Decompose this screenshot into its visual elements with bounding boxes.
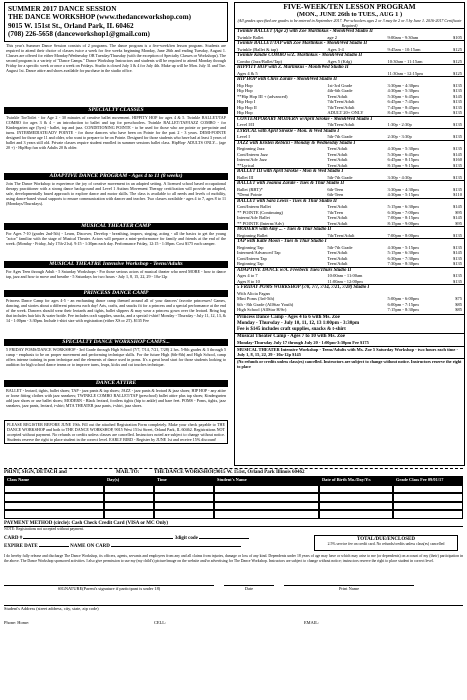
time-cell: 10:30am - 11:15am [387,58,423,64]
price-cell: $135 [453,99,462,105]
time-cell: 9:00am - 9:30am [387,34,419,40]
price-cell: $135 [453,122,462,128]
grade-cell: Teen/Adult [327,261,348,267]
class-name-cell: Beginning Jazz [237,146,265,152]
price-cell: $125 [453,58,462,64]
time-cell: 5:15pm - 6:30pm [387,204,419,210]
class-schedule-table [235,28,464,313]
form-entry-cell[interactable] [104,493,154,502]
class-name-cell: Level I [237,134,250,140]
form-entry-cell[interactable] [393,485,463,494]
price-cell: $135 [453,273,462,279]
program-title: FIVE-WEEK/TEN LESSON PROGRAM [283,2,416,11]
grade-cell: 7th/Teen [327,209,344,215]
flyer-page [4,2,463,696]
section-title-cell: Twinkle BALLET (Age 2) with Zoe Martinkus - Mon&Wed Studio II [235,29,464,35]
price-cell: $135 [453,278,462,284]
form-entry-cell[interactable] [4,493,104,502]
email-label[interactable]: EMAIL: [304,619,320,625]
intro-text: This year's Summer Dance Session consists of 2 programs. The dance program is a five-week/ten lesson program. Students are required to attend their choice of classes twice a week for five weeks beginning Monday, June 26th and ending Tuesday, August 1. Classes are offered for either Monday/Wednesday OR Tuesday/Thursday (with the exception of Specialty Classes or Workshops). The second program is a variety of "Dance Camps." Dance Workshop Instructors and students will be required to attend Monday through Friday for a specific week or once a week on Fridays. Studio is closed July 3 & 4 for July 4th. Make up will be Mon. July 31 and Tue. August 1st. Dance attire and shoes available for purchase in the studio office. [6,42,226,74]
studio-name: THE DANCE WORKSHOP (www.thedanceworkshop.com) [8,13,191,22]
class-name-cell: Hip Hop [237,82,253,88]
form-entry-cell[interactable] [4,502,104,511]
price-cell: $125 [453,46,462,52]
class-name-cell: Beginning Ballet [237,232,268,238]
time-cell: 7:30pm - 8:30pm [387,261,419,267]
time-cell: 7:00pm - 8:15pm [387,215,419,221]
class-name-cell: Level I/II [237,122,255,128]
form-entry-cell[interactable] [393,493,463,502]
grade-cell: Ages 5 (Kdg) [327,58,352,64]
grade-cell: 7th/Teen/Adult [327,104,355,110]
form-entry-cell[interactable] [4,510,104,519]
form-entry-cell[interactable] [319,485,393,494]
grade-cell [325,307,385,313]
form-column-header: Student's Name [214,476,319,485]
price-cell: $125 [453,70,462,76]
grade-cell: Teen/Adult [327,220,348,226]
class-name-cell: Interm/Adv Jazz [237,157,267,163]
princess-title: PRINCESS DANCE CAMP [4,290,228,297]
poms-text: 5 FRIDAY POMS/DANCE WORKSHOP - 3rd Grade through High School (7/7, 7/14, 7/21, 7/28) 2 hrs. 5-8th grades & 3 through 5 camp - emphasis to be on proper movement and performing technique skills. For the future High (6th-8th) and High School, camp offers intense training in pom technique and the elements of dance used in poms. It's a great head start for those students looking to audition for high school dance teams or to improve turns, leaps, kicks and cut touches technique. [6,346,226,367]
time-cell: 4:30pm - 5:15pm [387,192,419,198]
class-name-cell: High School (AllStar H/Sr) [237,307,287,313]
waiver-text: I do hereby fully release and discharge The Dance Workshop, its officers, agents, servants and employees from any and all claims from injuries, damage or loss of any kind. Dependents under 18 years of age may have or which may arise to me (or dependents) on account of my (their) participation in the above. The Dance Workshop sponsored activities. I also give permission to use my (my child's) picture/image on the website and/or advertising for The Dance Workshop. Instructors are subject to change without notice; instructors reserve the right to place student in correct level. [4,553,463,563]
time-cell: 8:45pm - 9:45pm [387,110,419,116]
price-cell: $95 [455,220,462,226]
musical-theater-text: For Ages 7-10 (grades 2nd-5th) - Learn, Discover, Develop - breathing, improv, singing, acting - all the basics to get the young "actor" familiar with the stage of Musical Theater. Actors will prepare a mini-performance for family and friends at the end of the week. (Monday - Friday, July 17th-21st). 9:15 - 1:30pm each day. Performance Friday, 12:15 - 1:30pm. Cost $175 each camper. [6,230,226,246]
section-title-cell: Twinkle BALLET/TAP with Zoe Martinkus - Mon&Wed Studio II [235,41,464,47]
class-name-cell: Ages 4 to 7 [237,273,258,279]
class-name-cell: Hip Hop II [237,104,257,110]
time-cell: 9:45am - 10:15am [387,46,421,52]
time-cell: 5:15pm - 6:30pm [387,250,419,256]
grade-cell: 7th/Teen/Adult [327,232,355,238]
form-entry-cell[interactable] [154,493,214,502]
grade-cell: Teen/Adult [327,255,348,261]
cvv-label: 3digit code [174,535,198,541]
price-cell: $85 [455,301,462,307]
price-cell: $135 [453,244,462,250]
grade-cell: ADULT 20+ ONLY [327,110,364,116]
section-title-cell: JAZZ with Kristen Rebicki - Monday & Wednesday Studio I [235,140,464,146]
attire-text: BALLET - leotard, tights, ballet shoes; TAP - jazz pants & tap shoes; JAZZ - jazz pants & leotard & jazz shoes; HIP HOP - any attire or loose fitting clothes with jazz sneakers; TWINKLE COMBO BALLET/TAP (preschool) ballet attire plus tap shoes; Kindergarten add jazz shoes or use ballet shoes; MODERN - Black leotard, footless tights (hip to ankle) and bare feet. POMS - Poms, tights, jazz sneakers, jazz pants, leotard, t-shirt; MTA THEATER jazz pants, t-shirt, jazz shoes. [6,387,226,408]
card-number-label: CARD # [4,535,23,541]
price-cell: $95 [455,209,462,215]
section-title-cell: BALLET III with April Sirokie - Mon & Wed Studio I [235,169,464,175]
cell-label[interactable]: CELL: [154,619,167,625]
price-cell: $135 [453,134,462,140]
class-name-cell: Hip Hop [237,88,253,94]
price-cell: $135 [453,162,462,168]
class-name-cell: Beginning Tap [237,244,264,250]
section-title-cell: CONTEMPORARY MODERN w/April Sirokie - Mon&Wed Studio I [235,116,464,122]
section-title-cell: MODERN with Amy ... - Tues & Thur Studio II [235,227,464,233]
princess-camp-line2: Monday - Thursday - July 10, 11, 12, 13 1:00pm - 3:30pm [237,320,360,326]
class-name-cell: Mini Poms (3rd-5th) [237,296,275,302]
section-title-cell: 5 FRIDAY POMS WORKSHOP (7/8, 7/7, 7/14, 7/21, 7/28) Studio I [235,285,464,291]
mail-to-label: MAIL TO: [116,470,140,475]
grade-cell: 5th-7th Grade [327,174,353,180]
form-entry-cell[interactable] [393,510,463,519]
class-name-cell: Cont/Interm Tap [237,255,267,261]
register-note: PLEASE REGISTER BEFORE JUNE 19th. Fill out the attached Registration Form completely. Make your check payable to THE DANCE WORKSHOP and both to THE DANCE WORKSHOP, 9015 West 151st Street, Orland Park, IL 60462. Registrations NOT accepted without payment. No refunds or credits unless classes are cancelled. Instructors noted are subject to change without notice. Students reserve the right to place student in the correct level. EARLY BIRD - Register by JUNE 1st and receive 15% discount! [4,420,228,444]
grade-cell: 6th-Teen [327,186,344,192]
time-cell: 6:30pm - 7:00pm [387,209,419,215]
specialty-text: Twinkle ToeTotlet - for Age 2 - 30 minutes of creative ballet movement. HIPPITY HOP for ages 4 & 5. Twinkle BALLET/TAP COMBO for ages 3 & 4 - an introduction to ballet and tap for preschoolers. Twinkle BALLET/TAP/JAZZ COMBO - for Kindergarten age (5yrs) - ballet, tap and jazz. CONDITIONING POINTE - to be used for those who are pointe or pre-pointe and turns. INTERMEDIATE/ADV POINTE - for those dancers who have been on Pointe for the past 2 - 3 years. DEMI-POINTE designed for those age 11 and older, who want to prepare to be on Pointe. Designed for those students who have had at least 3 years of ballet and 3 years still old. Private classes require student enrolled in summer sessions ballet class. HipHop- ADULTS ONLY... (age 20 +) - HipHop fun with Adults 20 & older. [6,114,227,151]
left-column [4,2,228,444]
time-cell: 5:00pm - 6:00pm [387,296,419,302]
signature-label[interactable]: SIGNATURE(Parent's signature if participant is under 18) [4,585,214,591]
poms-title: SPECIALTY DANCE WORKSHOP CAMPS... [4,339,228,346]
form-entry-cell[interactable] [319,502,393,511]
price-cell: $135 [453,261,462,267]
grade-cell: 7th/Teen/Adult [327,99,355,105]
price-cell: $135 [453,186,462,192]
form-column-header: Date of Birth Mo./Day/Yr. [319,476,393,485]
grade-cell: Ages 3-4 [327,46,344,52]
price-cell: $145 [453,93,462,99]
grade-cell: Teen/Adult [327,215,348,221]
expire-date-field[interactable] [39,546,69,547]
price-cell: $135 [453,110,462,116]
class-name-cell: Hip Hop [237,110,253,116]
price-cell: $145 [453,215,462,221]
session-title: SUMMER 2017 DANCE SESSION [8,5,117,13]
time-cell: 3:30pm - 4:30pm [387,186,419,192]
class-name-cell: With Alicia Fagan [237,290,270,296]
form-entry-cell[interactable] [214,485,319,494]
time-cell: 4:30pm - 5:15pm [387,244,419,250]
class-name-cell: **Lyrical [237,162,255,168]
price-cell: $135 [453,255,462,261]
price-cell: $145 [453,204,462,210]
form-entry-cell[interactable] [154,502,214,511]
form-column-header: Day(s) [104,476,154,485]
time-cell: 7:45pm - 8:45pm [387,104,419,110]
home-phone-label[interactable]: Phone: Home: [4,619,30,625]
grade-cell: 7th/Teen/Adult [327,122,355,128]
address-label[interactable]: Student's Address (street address, city, state, zip code) [4,605,463,611]
class-name-cell: **Hip Hop III + (advanced) [237,93,288,99]
intensive-title: MUSICAL THEATRE Intensive Workshop - Teens/Adults [4,261,228,268]
class-name-cell: Hip Hop I [237,99,256,105]
time-cell: 3:30p - 4:30p [387,174,412,180]
form-column-header: Class Name [4,476,104,485]
form-entry-cell[interactable] [319,493,393,502]
form-entry-cell[interactable] [214,510,319,519]
grade-cell: 11:00am - 12:00pm [327,278,363,284]
print-sign-detach: PRINT, SIGN, DETACH and [4,470,67,475]
time-cell: 7:15pm - 8:30pm [387,307,419,313]
section-title-cell: TAP with Katie Moon - Tues & Thur Studio I [235,239,464,245]
time-cell: 5:30pm - 6:45pm [387,93,419,99]
form-entry-cell[interactable] [104,502,154,511]
registration-form [4,468,463,625]
form-entry-cell[interactable] [104,510,154,519]
class-name-cell: Ages 4 & 5 [237,70,258,76]
time-cell: 6:00pm - 7:15pm [387,301,419,307]
cvv-field[interactable] [199,538,249,539]
payment-note: NOTE: Registrations not accepted without payment. [4,526,463,532]
grade-cell: 6th-Teen [327,192,344,198]
form-column-header: Time [154,476,214,485]
grade-cell: age 2 [327,34,337,40]
grade-cell: 1st-3rd Grade [327,82,353,88]
time-cell: 6:45pm - 8:15pm [387,157,419,163]
table-row [235,307,464,313]
grade-cell: 5th-7th Grade [327,244,353,250]
total-label: TOTAL/DUE/ENCLOSED [357,536,415,542]
studio-address: 9015 W. 151st St., Orland Park, IL 60462 [8,21,134,30]
price-cell: $135 [453,174,462,180]
section-title-cell: LYRICAL with April Sirokie - Mon. & Wed Studio I [235,128,464,134]
class-name-cell: ** POINTE (Continuing) [237,209,283,215]
name-on-card-field[interactable] [111,546,241,547]
payment-method[interactable]: PAYMENT METHOD (circle): Cash Check Credit Card (VISA or MC Only) [4,520,169,526]
class-entry-grid [4,476,463,519]
grade-cell: 5th-7th Grade [327,134,353,140]
princess-text: Princess Dance Camp for ages 4-5 - an enchanting dance camp themed around all of your dancers' favorite princesses! Games, dancing, and stories about a different princess each day! Arts, crafts, and snacks fit for a princess and a special performance at the end of the week. Dancers should wear their leotards and tights, ballet slippers & may wear a princess gown over the leotard. Bring bag that includes hair kits & water bottle. Fee includes craft supplies, snacks, and a special t-shirt! Monday - Thursday - July 11, 12, 13, & 14 - 1:00pm - 3:30pm. Include t-shirt size with registration (either XS or 2T). $135 Fee [6,297,226,323]
right-column [234,2,465,466]
class-name-cell: Combo (Jazz/Ballet/Tap) [237,58,283,64]
price-cell: $135 [453,232,462,238]
grade-cell: 10:00am - 11:00am [327,273,363,279]
class-name-cell: Cont/Interm Jazz [237,151,268,157]
form-entry-cell[interactable] [214,493,319,502]
class-name-cell: 6th - 8th Grade (AllStar Youth) [237,301,294,307]
time-cell: 6:45pm - 7:45pm [387,99,419,105]
grade-cell: Teen/Adult [327,146,348,152]
mail-address: THE DANCE WORKSHOP,9015 W. 151st, Orland Park Illinois 60462 [154,470,305,475]
adaptive-title: ADAPTIVE DANCE PROGRAM - Ages 4 to 11 (8 weeks) [4,173,228,180]
intensive-text: For Ages Teen through Adult - 5 Saturday Workshops - For those serious actors of musical theater who need MORE - how to dance tap, jazz and how to move and breathe - 5 Saturdays for two hours - July 1, 8, 15, 22, 29 - 10a-12p [6,268,226,279]
card-number-field[interactable] [23,538,173,539]
time-cell: 4:30pm - 5:30pm [387,146,419,152]
time-cell: 6:30pm - 7:30pm [387,255,419,261]
price-cell: $135 [453,88,462,94]
adaptive-text: Join The Dance Workshop to experience the joy of creative movement in an adapted setting. A licensed school based occupational therapy practitioner with a strong dance background and Level 1 Autism Movement Therapy certification will provide an adapted, safe, developmentally based approach to explore dance and motor skills. The class is available to all needs and levels of mobility, using dance-based visual supports to ensure communication with dancer and teacher. Two classes available - ages 4 to 7, ages 8 to 11 (Mondays/Thursdays). [6,180,226,206]
class-name-cell: Twinkle (Ballet & tap) [237,46,278,52]
class-name-cell: Cont/Interm Ballet [237,204,271,210]
class-name-cell: Ballet (RBT)* [237,186,263,192]
section-title-cell: HIPPITY HOP with Z. Martinkus - Mon&Wed Studio II [235,65,464,71]
time-cell: 3:30pm - 4:30pm [387,82,419,88]
form-entry-cell[interactable] [4,485,104,494]
class-name-cell: Beginning Tap [237,261,264,267]
name-on-card-label: NAME ON CARD [70,543,110,549]
price-cell: $145 [453,250,462,256]
expire-date-label: EXPIRE DATE [4,543,38,549]
form-column-header: Grade Class Fee 09/01/17 [393,476,463,485]
princess-camp-line1: Princess Dance Camp - Ages 4 to 6 with Ms. Zoe [237,314,340,320]
class-name-cell: Ballet III [237,174,254,180]
intensive-line: MUSICAL THEATER Intensive Workshop - Teens/Adults with Ms. Zoe 5 Saturday Workshop - two hours each time - July 1, 8, 15, 22, 29 - 10a-12p $145 [235,346,464,358]
form-entry-cell[interactable] [154,485,214,494]
time-cell: 4:30pm - 5:30pm [387,88,419,94]
total-note: 2.5% service fee on credit card. No refunds/credits unless class(es) cancelled [327,542,445,547]
time-cell: 5:30pm - 6:45pm [387,151,419,157]
section-title-cell: BALLET with Joanna Zarate - Tues & Thur Studio II [235,181,464,187]
program-dates: (MON., JUNE 26th to TUES., AUG 1 ) [296,11,403,19]
price-cell: $145 [453,151,462,157]
class-name-cell: Ages 8 to 10 [237,278,260,284]
studio-phone-email: (708) 226-5658 (danceworkshop1@gmail.com) [8,30,150,39]
grade-cell: Teen/Adult [327,162,348,168]
form-entry-cell[interactable] [104,485,154,494]
form-entry-cell[interactable] [154,510,214,519]
grade-cell: 4th-6th Grade [327,88,353,94]
time-cell: 11:30am - 12:15pm [387,70,423,76]
date-label[interactable]: Date [224,585,274,591]
class-name-cell: Intermed/Advanced Tap [237,250,281,256]
grade-cell: Teen/Adult [327,93,348,99]
print-name-label[interactable]: Print Name [284,585,414,591]
section-title-cell: ADAPTIVE DANCE w/A. Freebeck Tues/Thurs Studio II [235,267,464,273]
price-cell: $160 [453,157,462,163]
section-title-cell: BALLET with Sara Lewis - Tues & Thur Studio II [235,198,464,204]
form-entry-cell[interactable] [214,502,319,511]
musical-camp-line2: Monday-Thursday July 17 through July 20 - 1:00pm-3:30pm Fee $175 [237,339,369,345]
grade-cell: Teen/Adult [327,157,348,163]
form-entry-cell[interactable] [319,510,393,519]
grade-cell: Teen/Adult [327,151,348,157]
time-cell: 8:15pm - 9:15pm [387,162,419,168]
attire-title: DANCE ATTIRE [4,380,228,387]
price-cell: $105 [453,34,462,40]
time-cell: 8:15pm - 9:00pm [387,220,419,226]
time-cell: 7:00pm - 8:00pm [387,232,419,238]
princess-camp-line3: Fee is $145 includes craft supplies, snacks & t-shirt [237,326,346,332]
specialty-title: SPECIALTY CLASSES [4,107,228,114]
price-cell: $85 [455,307,462,313]
section-title-cell: HIP HOP with Chris Zarate - Mon&Wed Studio II [235,77,464,83]
price-cell: $135 [453,104,462,110]
price-cell: $135 [453,146,462,152]
musical-camp-line1: Musical Theater Camp - Ages 7 to 10 with Ms. Zoe [237,333,346,339]
section-title-cell: Twinkle Kindie COMBO w/Z. Martinkus - Mon&Wed Studio II [235,53,464,59]
time-cell: 1:30p - 2:30p [387,122,412,128]
form-entry-cell[interactable] [393,502,463,511]
class-name-cell: Interm/Adv Ballet [237,215,270,221]
grade-cell: Teen/Adult [327,250,348,256]
time-cell: 2:30p - 3:30p [387,134,412,140]
grade-cell: Teen/Adult [327,204,348,210]
price-cell: $110 [453,192,462,198]
no-refund-note: (No refunds or credits unless class(es) cancelled. Instructors are subject to change without notice. Instructors reserve the right to place [235,358,464,369]
studio-header [4,2,228,42]
class-name-cell: ** POINTE (Interm/Adv) [237,220,284,226]
musical-theater-title: MUSICAL THEATER CAMP [4,223,228,230]
class-name-cell: Twinkle Ballet [237,34,264,40]
price-cell: $75 [455,296,462,302]
class-name-cell: *Demi Pointe [237,192,262,198]
grade-note: (All grades specified are grades to be entered in September 2017. Pre-schoolers ages 2 or 3 may be 2 or 3 by June 1. 2016-2017 Certificate Required) [237,17,462,28]
price-cell: $135 [453,82,462,88]
